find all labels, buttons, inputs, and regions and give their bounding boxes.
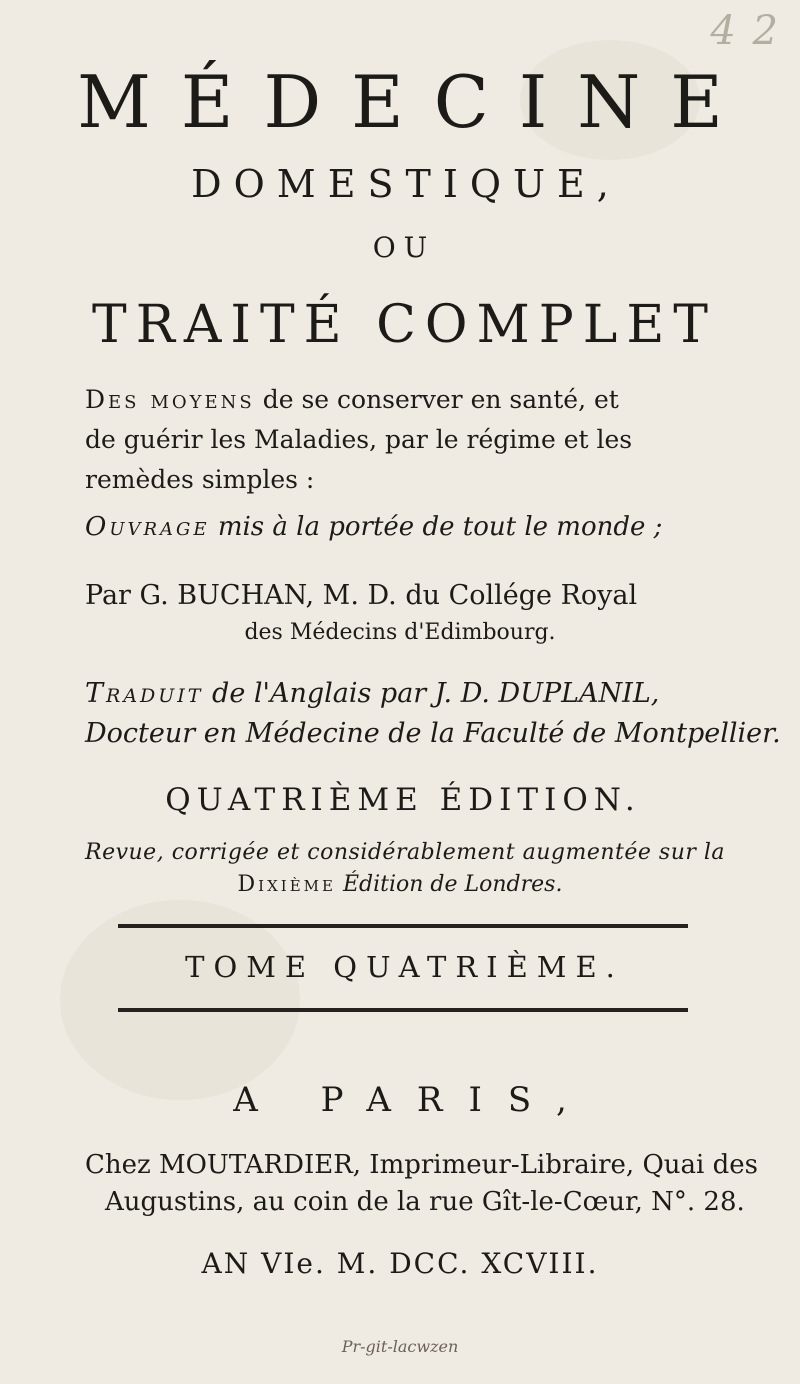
title-domestique: DOMESTIQUE, [191,162,621,206]
handwritten-shelf-mark: 4 2 [710,8,780,54]
edition-londres: Édition de Londres. [335,872,563,897]
translator-lead: Traduit [85,678,204,709]
rule-bottom [118,1008,688,1012]
subtitle-des-moyens: Des moyens [85,385,255,414]
tome-label: TOME QUATRIÈME. [185,950,624,984]
edition-title: QUATRIÈME ÉDITION. [165,782,641,818]
stamp-mark: Pr-git-lacwzen [341,1337,459,1356]
edition-dixieme-line [0,872,800,897]
author-college: des Médecins d'Edimbourg. [244,620,556,645]
subtitle-line-2: de guérir les Maladies, par le régime et les [85,425,633,454]
title-traite-complet: TRAITÉ COMPLET [92,295,717,355]
subtitle-rest-1: de se conserver en santé, et [254,385,619,414]
edition-revue: Revue, corrigée et considérablement augmentée sur la [85,840,726,865]
translator-docteur: Docteur en Médecine de la Faculté de Montpellier. [85,718,781,749]
title-medecine: MÉDECINE [77,60,753,144]
title-ou: OU [372,231,436,264]
translator-line [85,678,659,709]
ouvrage-rest: mis à la portée de tout le monde ; [209,512,663,542]
imprint-line-2: Augustins, au coin de la rue Gît-le-Cœur, N°. 28. [105,1187,745,1217]
subtitle-line-3: remèdes simples : [85,465,315,494]
imprint-line-1: Chez MOUTARDIER, Imprimeur-Libraire, Quai des [85,1150,758,1180]
subtitle-line-1 [85,380,785,420]
ouvrage-line [85,512,662,542]
imprint-city: A PARIS, [233,1080,593,1120]
translator-rest: de l'Anglais par J. D. DUPLANIL, [203,678,660,709]
author-line: Par G. BUCHAN, M. D. du Collége Royal [85,580,638,611]
imprint-date: AN VIe. M. DCC. XCVIII. [201,1247,599,1280]
rule-top [118,924,688,928]
edition-dixieme: Dixième [237,872,336,897]
ouvrage-lead: Ouvrage [85,512,210,542]
